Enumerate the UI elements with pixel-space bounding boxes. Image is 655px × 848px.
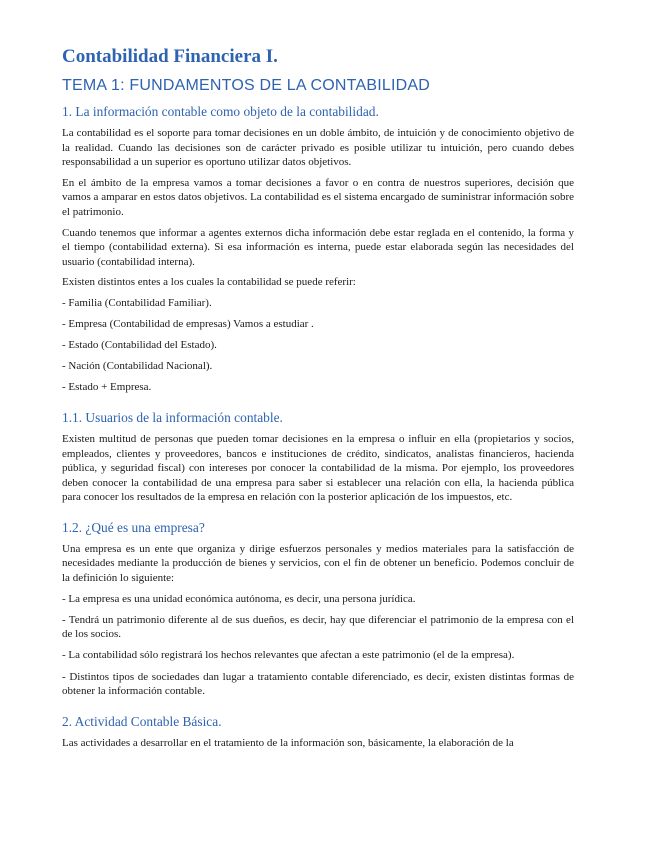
paragraph: En el ámbito de la empresa vamos a tomar decisiones a favor o en contra de nuestros superiores, decisión que vamos a amparar en estos datos objetivos. La contabilidad es el sistema encargado de suministrar información sobre el patrimonio. <box>62 176 574 218</box>
paragraph: Cuando tenemos que informar a agentes externos dicha información debe estar reglada en el contenido, la forma y el tiempo (contabilidad externa). Si esa información es interna, puede estar elaborada según las necesidades del usuario (contabilidad interna). <box>62 226 574 268</box>
section-1-heading: 1. La información contable como objeto de la contabilidad. <box>62 104 379 119</box>
list-item: - Estado (Contabilidad del Estado). <box>62 339 217 352</box>
list-item: - Estado + Empresa. <box>62 381 152 394</box>
section-1-2-heading: 1.2. ¿Qué es una empresa? <box>62 519 205 535</box>
list-item: - La empresa es una unidad económica autónoma, es decir, una persona jurídica. <box>62 592 416 605</box>
section-1-1-heading: 1.1. Usuarios de la información contable. <box>62 409 283 425</box>
paragraph: Existen multitud de personas que pueden tomar decisiones en la empresa o influir en ella (propietarios y socios, empleados, clientes y proveedores, bancos e instituciones de crédito, sindicatos, analistas financieros, hacienda pública, y seguridad fiscal) con intereses por conocer la contabilidad de la misma. Por ejemplo, los proveedores deben conocer la contabilidad de una empresa para saber si establecer una relación con ella, la hacienda pública para conocer los resultados de la empresa en relación con la posterior aplicación de los impuestos, etc. <box>62 432 574 504</box>
tema-heading: TEMA 1: FUNDAMENTOS DE LA CONTABILIDAD <box>62 77 430 94</box>
section-2-heading: 2. Actividad Contable Básica. <box>62 713 222 729</box>
paragraph: Una empresa es un ente que organiza y dirige esfuerzos personales y medios materiales para la satisfacción de necesidades mediante la producción de bienes y servicios, con el fin de obtener un beneficio. Podemos concluir de la definición lo siguiente: <box>62 542 574 585</box>
document-page <box>62 44 574 756</box>
paragraph: Existen distintos entes a los cuales la contabilidad se puede referir: <box>62 276 356 289</box>
list-item: - Tendrá un patrimonio diferente al de sus dueños, es decir, hay que diferenciar el patrimonio de la empresa con el de los socios. <box>62 613 574 641</box>
list-item: - La contabilidad sólo registrará los hechos relevantes que afectan a este patrimonio (el de la empresa). <box>62 649 515 662</box>
paragraph: La contabilidad es el soporte para tomar decisiones en un doble ámbito, de intuición y de conocimiento objetivo de la realidad. Cuando las decisiones son de carácter privado es posible utilizar tu intuición, pero cuando debes responsabilidad a un superior es oportuno utilizar datos objetivos. <box>62 127 574 169</box>
document-title: Contabilidad Financiera I. <box>62 46 278 67</box>
list-item: - Familia (Contabilidad Familiar). <box>62 296 212 309</box>
list-item: - Nación (Contabilidad Nacional). <box>62 360 213 373</box>
list-item: - Distintos tipos de sociedades dan lugar a tratamiento contable diferenciado, es decir, existen distintas formas de obtener la información contable. <box>62 670 574 698</box>
paragraph: Las actividades a desarrollar en el tratamiento de la información son, básicamente, la elaboración de la <box>62 736 514 749</box>
list-item: - Empresa (Contabilidad de empresas) Vamos a estudiar . <box>62 318 314 331</box>
